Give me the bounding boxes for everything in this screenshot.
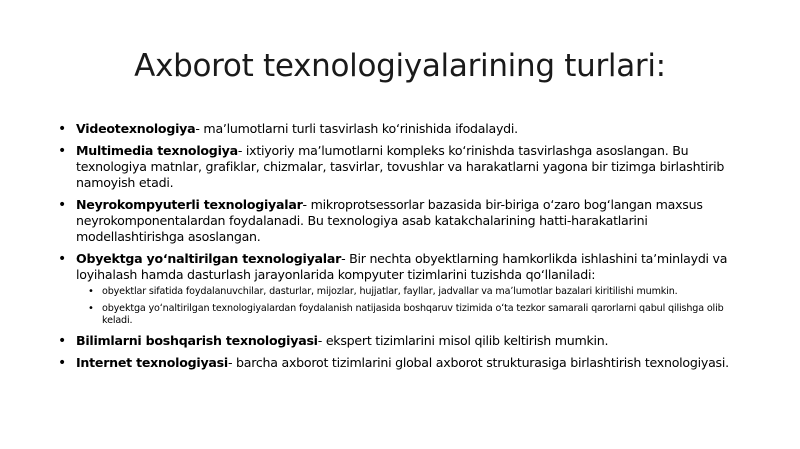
- list-item: [58, 355, 748, 371]
- item-term: Internet texnologiyasi: [76, 355, 228, 370]
- item-text: - Bir nechta obyektlarning hamkorlikda ishlashini taʼminlaydi va loyihalash hamda dasturlash jarayonlarida kompyuter tizimlarini tuzishda qoʻllaniladi:: [76, 251, 728, 282]
- list-item: [58, 143, 748, 191]
- item-term: Neyrokompyuterli texnologiyalar: [76, 197, 303, 212]
- sub-list-item: • obyektga yoʻnaltirilgan texnologiyalardan foydalanish natijasida boshqaruv tizimida oʻta tezkor samarali qarorlarni qabul qilishga olib keladi.: [88, 303, 748, 327]
- list-item: [58, 333, 748, 349]
- sub-bullet-list: [76, 286, 748, 327]
- item-text: - ixtiyoriy maʼlumotlarni kompleks koʻrinishda tasvirlashga asoslangan. Bu texnologiya matnlar, grafiklar, chizmalar, tasvirlar, tovushlar va harakatlarni yagona bir tizimga birlashtirib namoyish etadi.: [76, 143, 725, 190]
- item-term: Multimedia texnologiya: [76, 143, 238, 158]
- list-item: [58, 121, 748, 137]
- item-text: - maʼlumotlarni turli tasvirlash koʻrinishida ifodalaydi.: [195, 121, 518, 136]
- slide-title: Axborot texnologiyalarining turlari:: [134, 48, 666, 84]
- item-text: - ekspert tizimlarini misol qilib keltirish mumkin.: [317, 333, 609, 348]
- item-text: - barcha axborot tizimlarini global axborot strukturasiga birlashtirish texnologiyasi.: [227, 355, 729, 370]
- item-term: Videotexnologiya: [76, 121, 196, 136]
- item-text: - mikroprotsessorlar bazasida bir-biriga oʻzaro bogʻlangan maxsus neyrokomponentalardan foydalanadi. Bu texnologiya asab katakchalarining hatti-harakatlarini modellashtirishga asoslangan.: [76, 197, 703, 244]
- item-term: Obyektga yoʻnaltirilgan texnologiyalar: [76, 251, 342, 266]
- bullet-list: [58, 121, 748, 377]
- list-item: [58, 251, 748, 327]
- sub-list-item: • obyektlar sifatida foydalanuvchilar, dasturlar, mijozlar, hujjatlar, fayllar, jadvallar va maʼlumotlar bazalari kiritilishi mumkin.: [88, 286, 748, 298]
- list-item: [58, 197, 748, 245]
- item-term: Bilimlarni boshqarish texnologiyasi: [76, 333, 318, 348]
